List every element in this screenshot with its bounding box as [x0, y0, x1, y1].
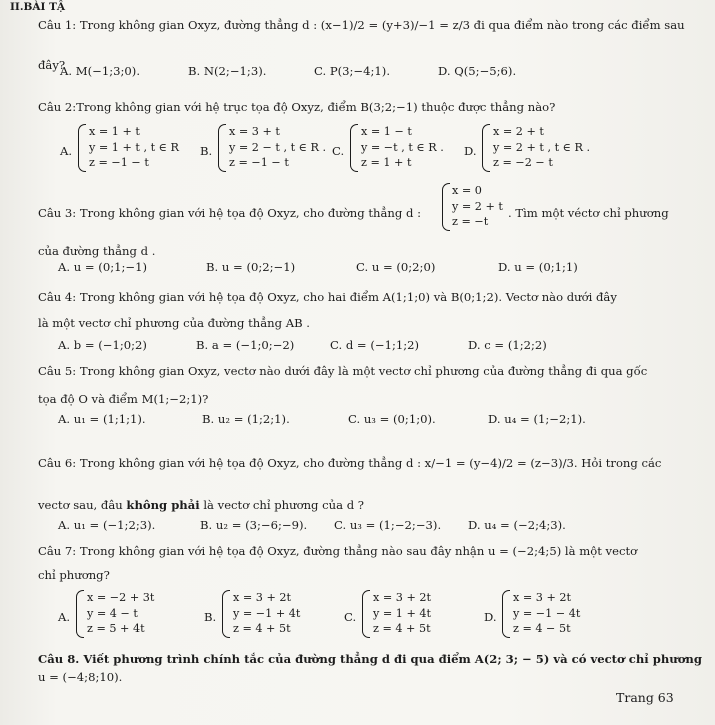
q6-option-a: A. u₁ = (−1;2;3).	[58, 518, 156, 532]
q2-system-c: x = 1 − t y = −t , t ∈ R . z = 1 + t	[361, 125, 444, 169]
q5-option-b: B. u₂ = (1;2;1).	[202, 412, 290, 426]
brace-icon	[78, 124, 86, 172]
q3-system: x = 0 y = 2 + t z = −t	[452, 184, 503, 228]
q2-c-label: C.	[332, 144, 345, 158]
q2-a-label: A.	[60, 144, 73, 158]
q7-text: Câu 7: Trong không gian với hệ tọa độ Oxyz, đường thẳng nào sau đây nhận u = (−2;4;5) là một vectơ	[38, 544, 638, 558]
q3-text: Câu 3: Trong không gian với hệ tọa độ Oxyz, cho đường thẳng d :	[38, 206, 421, 220]
q3-option-a: A. u = (0;1;−1)	[58, 260, 147, 274]
brace-icon	[218, 124, 226, 172]
q1-option-b: B. N(2;−1;3).	[188, 64, 267, 78]
q1-option-c: C. P(3;−4;1).	[314, 64, 391, 78]
q6-option-c: C. u₃ = (1;−2;−3).	[334, 518, 442, 532]
q7-d-label: D.	[484, 610, 497, 624]
page-number: Trang 63	[616, 690, 674, 705]
q7-line2: chỉ phương?	[38, 568, 110, 582]
q2-text: Câu 2:Trong không gian với hệ trục tọa độ Oxyz, điểm B(3;2;−1) thuộc được thẳng nào?	[38, 100, 556, 114]
q1-word: đây?	[38, 58, 66, 72]
q7-system-d: x = 3 + 2t y = −1 − 4t z = 4 − 5t	[513, 591, 581, 635]
brace-icon	[76, 590, 84, 638]
q4-option-c: C. d = (−1;1;2)	[330, 338, 420, 352]
q8-text: Câu 8. Viết phương trình chính tắc của đường thẳng d đi qua điểm A(2; 3; − 5) và có vectơ chỉ phương	[38, 652, 702, 666]
q6-text: Câu 6: Trong không gian với hệ tọa độ Oxyz, cho đường thẳng d : x/−1 = (y−4)/2 = (z−3)/3. Hỏi trong các	[38, 456, 662, 470]
q3-option-c: C. u = (0;2;0)	[356, 260, 436, 274]
q6-line2: vectơ sau, đâu không phải là vectơ chỉ phương của d ?	[38, 498, 365, 512]
brace-icon	[482, 124, 490, 172]
q7-system-a: x = −2 + 3t y = 4 − t z = 5 + 4t	[87, 591, 155, 635]
brace-icon	[442, 183, 450, 231]
q2-system-a: x = 1 + t y = 1 + t , t ∈ R z = −1 − t	[89, 125, 179, 169]
q1-option-a: A. M(−1;3;0).	[60, 64, 141, 78]
q8-line2: u = (−4;8;10).	[38, 670, 123, 684]
q2-d-label: D.	[464, 144, 477, 158]
q5-option-c: C. u₃ = (0;1;0).	[348, 412, 436, 426]
q4-option-a: A. b = (−1;0;2)	[58, 338, 147, 352]
q3-option-d: D. u = (0;1;1)	[498, 260, 578, 274]
q4-option-d: D. c = (1;2;2)	[468, 338, 547, 352]
q4-text: Câu 4: Trong không gian với hệ tọa độ Oxyz, cho hai điểm A(1;1;0) và B(0;1;2). Vectơ nào dưới đây	[38, 290, 617, 304]
section-header: II.BÀI TẬ	[10, 1, 66, 13]
q1-option-d: D. Q(5;−5;6).	[438, 64, 517, 78]
q3-line2: của đường thẳng d .	[38, 244, 156, 258]
q7-b-label: B.	[204, 610, 217, 624]
q7-system-c: x = 3 + 2t y = 1 + 4t z = 4 + 5t	[373, 591, 432, 635]
q2-system-d: x = 2 + t y = 2 + t , t ∈ R . z = −2 − t	[493, 125, 591, 169]
q2-b-label: B.	[200, 144, 213, 158]
q7-c-label: C.	[344, 610, 357, 624]
q5-option-a: A. u₁ = (1;1;1).	[58, 412, 146, 426]
q7-system-b: x = 3 + 2t y = −1 + 4t z = 4 + 5t	[233, 591, 301, 635]
q2-system-b: x = 3 + t y = 2 − t , t ∈ R . z = −1 − t	[229, 125, 327, 169]
q4-line2: là một vectơ chỉ phương của đường thẳng AB .	[38, 316, 310, 330]
q7-a-label: A.	[58, 610, 71, 624]
q1-text: Câu 1: Trong không gian Oxyz, đường thẳng d : (x−1)/2 = (y+3)/−1 = z/3 đi qua điểm nào trong các điểm sau	[38, 18, 685, 32]
q5-text: Câu 5: Trong không gian Oxyz, vectơ nào dưới đây là một vectơ chỉ phương của đường thẳng đi qua gốc	[38, 364, 648, 378]
brace-icon	[222, 590, 230, 638]
q3-tail: . Tìm một véctơ chỉ phương	[508, 206, 669, 220]
q4-option-b: B. a = (−1;0;−2)	[196, 338, 295, 352]
brace-icon	[502, 590, 510, 638]
brace-icon	[362, 590, 370, 638]
q5-option-d: D. u₄ = (1;−2;1).	[488, 412, 586, 426]
q5-line2: tọa độ O và điểm M(1;−2;1)?	[38, 392, 209, 406]
q3-option-b: B. u = (0;2;−1)	[206, 260, 296, 274]
brace-icon	[350, 124, 358, 172]
q6-option-d: D. u₄ = (−2;4;3).	[468, 518, 566, 532]
q6-option-b: B. u₂ = (3;−6;−9).	[200, 518, 308, 532]
